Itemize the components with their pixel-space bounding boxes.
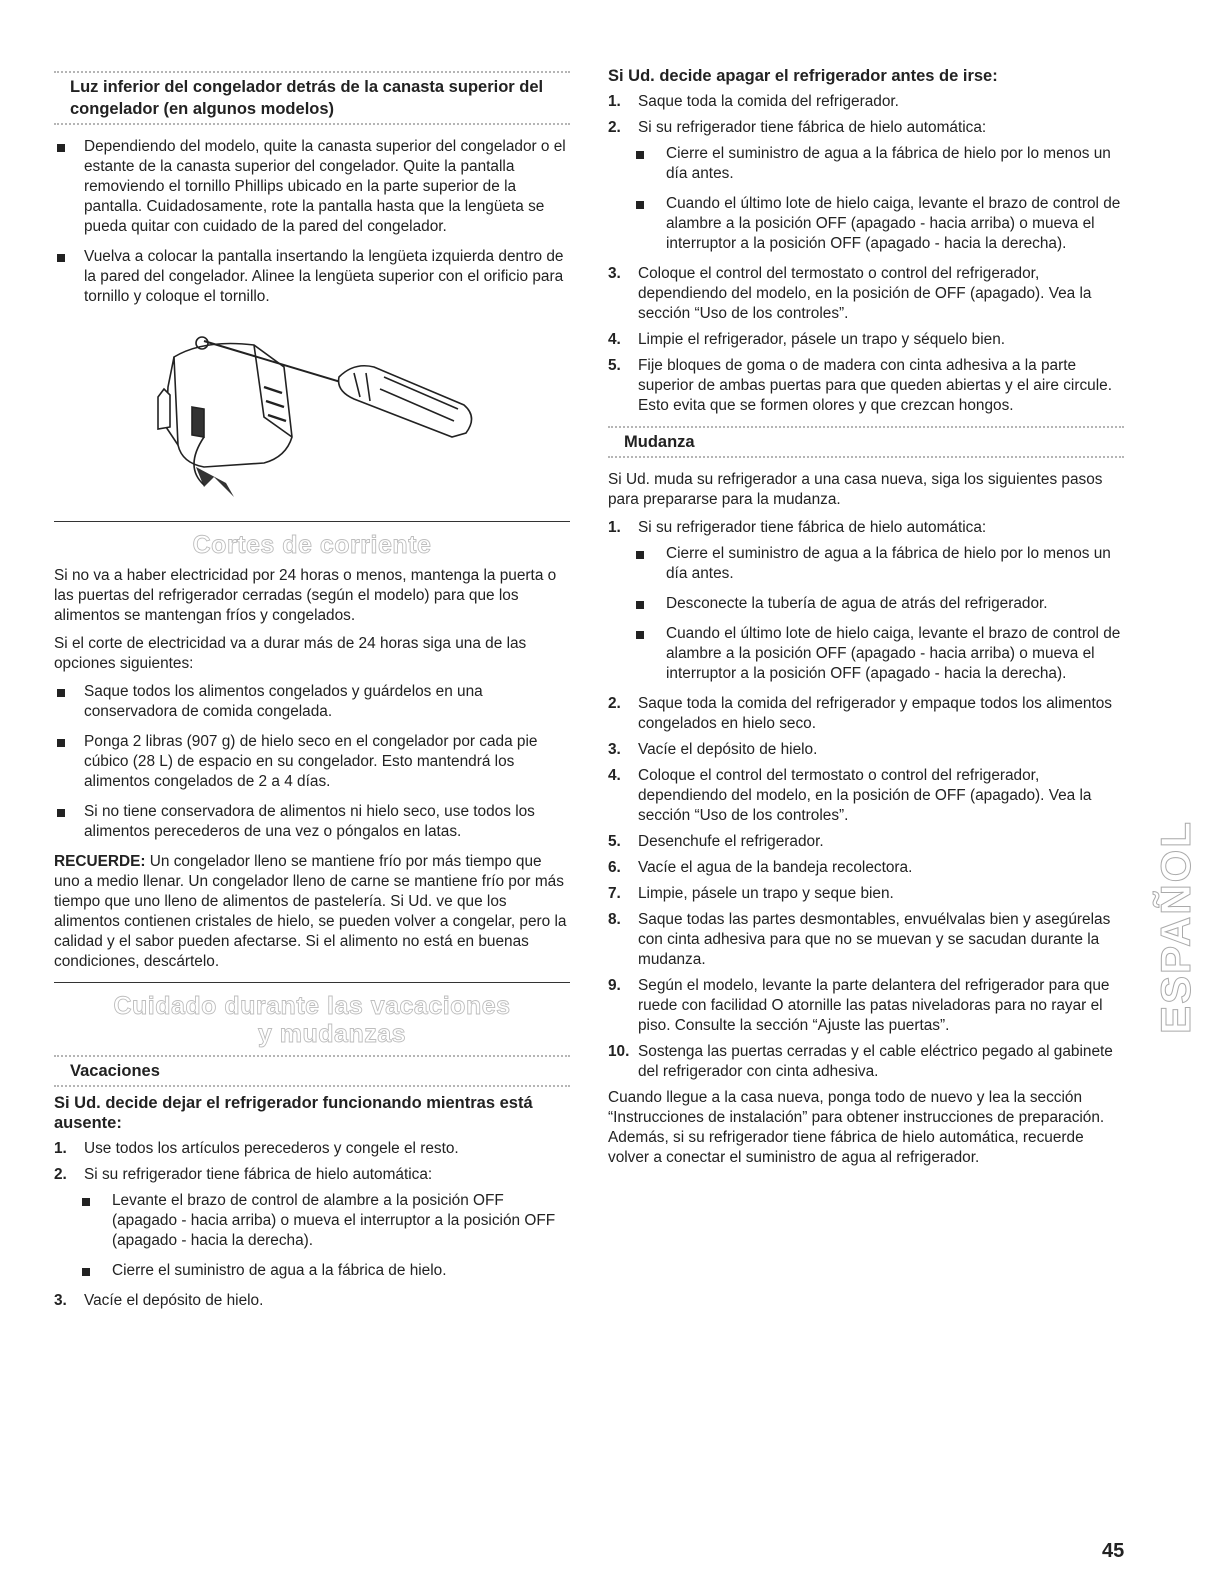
- bullet-icon: [636, 201, 644, 209]
- left-column: [54, 68, 570, 1317]
- list-item: Ponga 2 libras (907 g) de hielo seco en el congelador por cada pie cúbico (28 L) de espacio en su congelador. Esto mantendrá los alimentos congelados de 2 a 4 días.: [54, 732, 570, 792]
- mudanza-heading: Mudanza: [624, 433, 695, 451]
- closing-paragraph: Cuando llegue a la casa nueva, ponga todo de nuevo y lea la sección “Instrucciones de instalación” para obtener instrucciones de preparación. Además, si su refrigerador tiene fábrica de hielo automática, recuerde volver a conectar el suministro de agua al refrigerador.: [608, 1089, 1105, 1166]
- list-item: 3. Vacíe el depósito de hielo.: [54, 1292, 264, 1309]
- list-item: Cierre el suministro de agua a la fábrica de hielo.: [54, 1261, 570, 1281]
- list-item: 9. Según el modelo, levante la parte delantera del refrigerador para que ruede con facilidad O atornille las patas niveladoras para no rayar el piso. Consulte la sección “Ajuste las puertas”.: [608, 977, 1110, 1034]
- list-item: 2. Saque toda la comida del refrigerador y empaque todos los alimentos congelados en hielo seco.: [608, 695, 1112, 732]
- off-steps: [608, 92, 1124, 138]
- divider: [54, 1085, 570, 1087]
- vacation-title-line-1: Cuidado durante las vacaciones: [113, 992, 511, 1020]
- language-side-tab: ESPAÑOL: [1152, 820, 1199, 1034]
- running-heading: Si Ud. decide dejar el refrigerador funcionando mientras está ausente:: [54, 1094, 533, 1132]
- power-outage-title: Cortes de corriente: [192, 531, 432, 559]
- section-rule: [54, 982, 570, 983]
- list-item: 7. Limpie, pásele un trapo y seque bien.: [608, 885, 894, 902]
- list-item: Cierre el suministro de agua a la fábrica de hielo por lo menos un día antes.: [608, 544, 1124, 584]
- bullet-icon: [57, 739, 65, 747]
- divider: [54, 71, 570, 73]
- bullet-icon: [636, 551, 644, 559]
- bullet-icon: [636, 151, 644, 159]
- list-item: 3. Vacíe el depósito de hielo.: [608, 741, 818, 758]
- screwdriver-and-light-shield-icon: [54, 317, 570, 507]
- vacation-title-line-2: y mudanzas: [257, 1020, 407, 1048]
- off-heading: Si Ud. decide apagar el refrigerador antes de irse:: [608, 67, 998, 85]
- page-number: 45: [1102, 1540, 1125, 1562]
- bullet-icon: [57, 254, 65, 262]
- bullet-icon: [57, 689, 65, 697]
- bullet-icon: [57, 809, 65, 817]
- running-steps: [54, 1139, 570, 1185]
- move-steps: [608, 518, 1124, 538]
- list-item: Cierre el suministro de agua a la fábrica de hielo por lo menos un día antes.: [608, 144, 1124, 184]
- list-item: 8. Saque todas las partes desmontables, envuélvalas bien y asegúrelas con cinta adhesiva para que no se muevan y se sacudan durante la mudanza.: [608, 911, 1111, 968]
- list-item: 1. Use todos los artículos perecederos y congele el resto.: [54, 1140, 459, 1157]
- off-sub-list: [608, 144, 1124, 254]
- bullet-icon: [82, 1198, 90, 1206]
- list-item: Levante el brazo de control de alambre a la posición OFF (apagado - hacia arriba) o mueva el interruptor a la posición OFF (apagado - hacia la derecha).: [54, 1191, 570, 1251]
- bullet-icon: [636, 631, 644, 639]
- divider: [608, 426, 1124, 428]
- list-item: 5. Desenchufe el refrigerador.: [608, 833, 824, 850]
- vacaciones-heading: Vacaciones: [70, 1062, 160, 1080]
- list-item: 4. Coloque el control del termostato o control del refrigerador, dependiendo del modelo, en la posición de OFF (apagado). Vea la sección “Uso de los controles”.: [608, 767, 1092, 824]
- list-item: 10. Sostenga las puertas cerradas y el cable eléctrico pegado al gabinete del refrigerador con cinta adhesiva.: [608, 1043, 1113, 1080]
- list-item: 1. Saque toda la comida del refrigerador.: [608, 93, 899, 110]
- list-item: Cuando el último lote de hielo caiga, levante el brazo de control de alambre a la posición OFF (apagado - hacia arriba) o mueva el interruptor a la posición OFF (apagado - hacia la derecha).: [608, 624, 1124, 684]
- move-steps-cont: [608, 694, 1124, 1082]
- list-item: Vuelva a colocar la pantalla insertando la lengüeta izquierda dentro de la pared del congelador. Alinee la lengüeta superior con el orificio para tornillo y coloque el tornillo.: [54, 247, 570, 307]
- bullet-icon: [636, 601, 644, 609]
- power-paragraph-2: Si el corte de electricidad va a durar más de 24 horas siga una de las opciones siguientes:: [54, 635, 527, 672]
- list-item: Desconecte la tubería de agua de atrás del refrigerador.: [608, 594, 1124, 614]
- list-item: 3. Coloque el control del termostato o control del refrigerador, dependiendo del modelo, en la posición de OFF (apagado). Vea la sección “Uso de los controles”.: [608, 265, 1092, 322]
- power-bullet-list: [54, 682, 570, 842]
- list-item: 6. Vacíe el agua de la bandeja recolectora.: [608, 859, 913, 876]
- list-item: 5. Fije bloques de goma o de madera con cinta adhesiva a la parte superior de ambas puertas para que queden abiertas y el aire circule. Esto evita que se formen olores y que crezcan hongos.: [608, 357, 1112, 414]
- list-item: Saque todos los alimentos congelados y guárdelos en una conservadora de comida congelada.: [54, 682, 570, 722]
- move-sub-list: [608, 544, 1124, 684]
- recuerde-paragraph: RECUERDE: Un congelador lleno se mantiene frío por más tiempo que uno a medio llenar. Un congelador lleno de carne se mantiene frío por más tiempo que uno lleno de alimentos de pastelería. Si Ud. ve que los alimentos contienen cristales de hielo, se pueden volver a congelar, pero la calidad y el sabor pueden afectarse. Si el alimento no está en buenas condiciones, descártelo.: [54, 853, 567, 970]
- divider: [54, 123, 570, 125]
- divider: [54, 1055, 570, 1057]
- list-item: 4. Limpie el refrigerador, pásele un trapo y séquelo bien.: [608, 331, 1006, 348]
- mudanza-intro: Si Ud. muda su refrigerador a una casa nueva, siga los siguientes pasos para prepararse para la mudanza.: [608, 471, 1103, 508]
- lamp-bullet-list: [54, 137, 570, 307]
- list-item: 2. Si su refrigerador tiene fábrica de hielo automática:: [54, 1166, 433, 1183]
- running-sub-list: [54, 1191, 570, 1281]
- list-item: 1. Si su refrigerador tiene fábrica de hielo automática:: [608, 519, 987, 536]
- power-paragraph-1: Si no va a haber electricidad por 24 horas o menos, mantenga la puerta o las puertas del refrigerador cerradas (según el modelo) para que los alimentos se mantengan fríos y congelados.: [54, 567, 557, 624]
- off-steps-cont: [608, 264, 1124, 416]
- bullet-icon: [82, 1268, 90, 1276]
- recuerde-label: RECUERDE:: [54, 853, 146, 870]
- list-item: 2. Si su refrigerador tiene fábrica de hielo automática:: [608, 119, 987, 136]
- lamp-shield-illustration: [54, 317, 570, 507]
- bullet-icon: [57, 144, 65, 152]
- list-item: Si no tiene conservadora de alimentos ni hielo seco, use todos los alimentos perecederos de una vez o póngalos en latas.: [54, 802, 570, 842]
- section-rule: [54, 521, 570, 522]
- list-item: Cuando el último lote de hielo caiga, levante el brazo de control de alambre a la posición OFF (apagado - hacia arriba) o mueva el interruptor a la posición OFF (apagado - hacia la derecha).: [608, 194, 1124, 254]
- list-item: Dependiendo del modelo, quite la canasta superior del congelador o el estante de la canasta superior del congelador. Quite la pantalla removiendo el tornillo Phillips ubicado en la parte superior de la pantalla. Cuidadosamente, rote la pantalla hasta que la lengüeta se pueda quitar con cuidado de la pared del congelador.: [54, 137, 570, 237]
- right-column: [608, 66, 1124, 1176]
- divider: [608, 456, 1124, 458]
- running-steps-cont: [54, 1291, 570, 1311]
- lamp-heading: Luz inferior del congelador detrás de la canasta superior del congelador (en algunos modelos): [70, 78, 544, 118]
